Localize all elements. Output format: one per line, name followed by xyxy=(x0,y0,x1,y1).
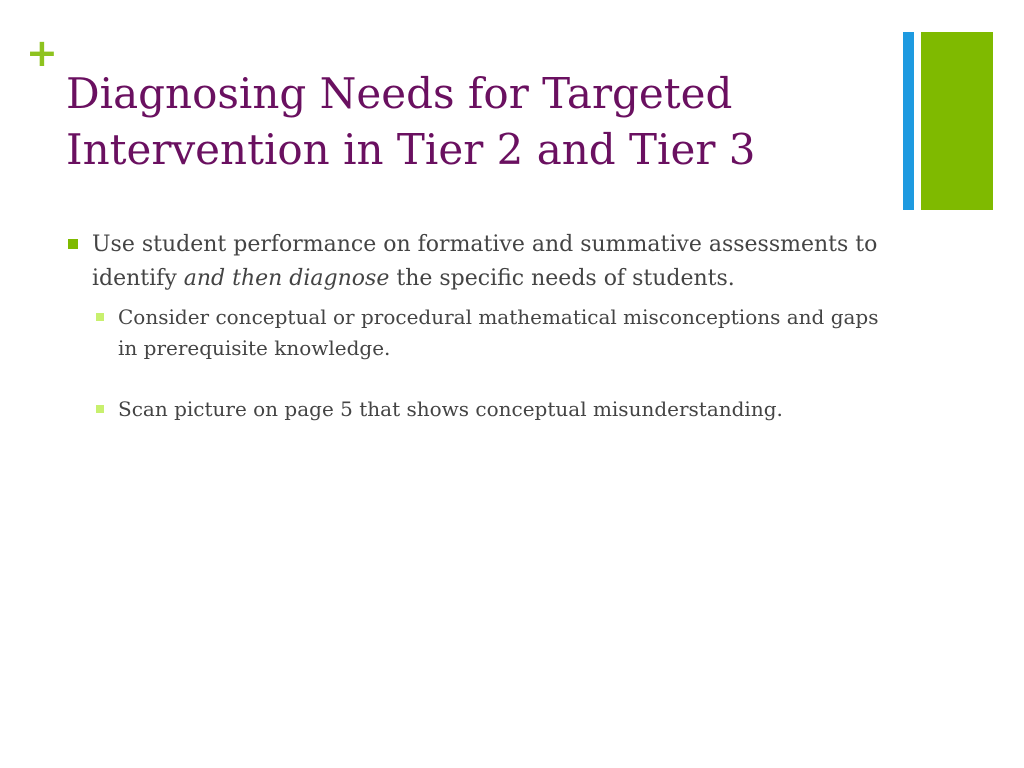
sub-bullet-text: Scan picture on page 5 that shows conceptual misunderstanding. xyxy=(118,397,783,421)
bullet-item xyxy=(66,228,896,296)
slide-body xyxy=(66,228,896,425)
sub-bullet-square-icon xyxy=(96,405,104,413)
sub-bullet-item xyxy=(94,394,896,425)
plus-icon: + xyxy=(26,31,58,75)
accent-bar-green xyxy=(921,32,993,210)
bullet-text-after: the specific needs of students. xyxy=(389,266,735,291)
accent-bars xyxy=(903,32,993,212)
bullet-text-before: Use student performance on formative and summative assessments to identify xyxy=(92,232,878,291)
bullet-square-icon xyxy=(68,239,78,249)
bullet-text-emphasis: and then diagnose xyxy=(183,266,390,291)
slide-title-line-1: Diagnosing Needs for Targeted xyxy=(66,69,733,118)
slide-title xyxy=(66,66,886,178)
sub-bullet-item xyxy=(94,302,896,364)
slide-title-line-2: Intervention in Tier 2 and Tier 3 xyxy=(66,125,756,174)
accent-bar-blue xyxy=(903,32,914,210)
sub-bullet-text: Consider conceptual or procedural mathematical misconceptions and gaps in prerequisite knowledge. xyxy=(118,305,879,360)
sub-bullet-square-icon xyxy=(96,313,104,321)
